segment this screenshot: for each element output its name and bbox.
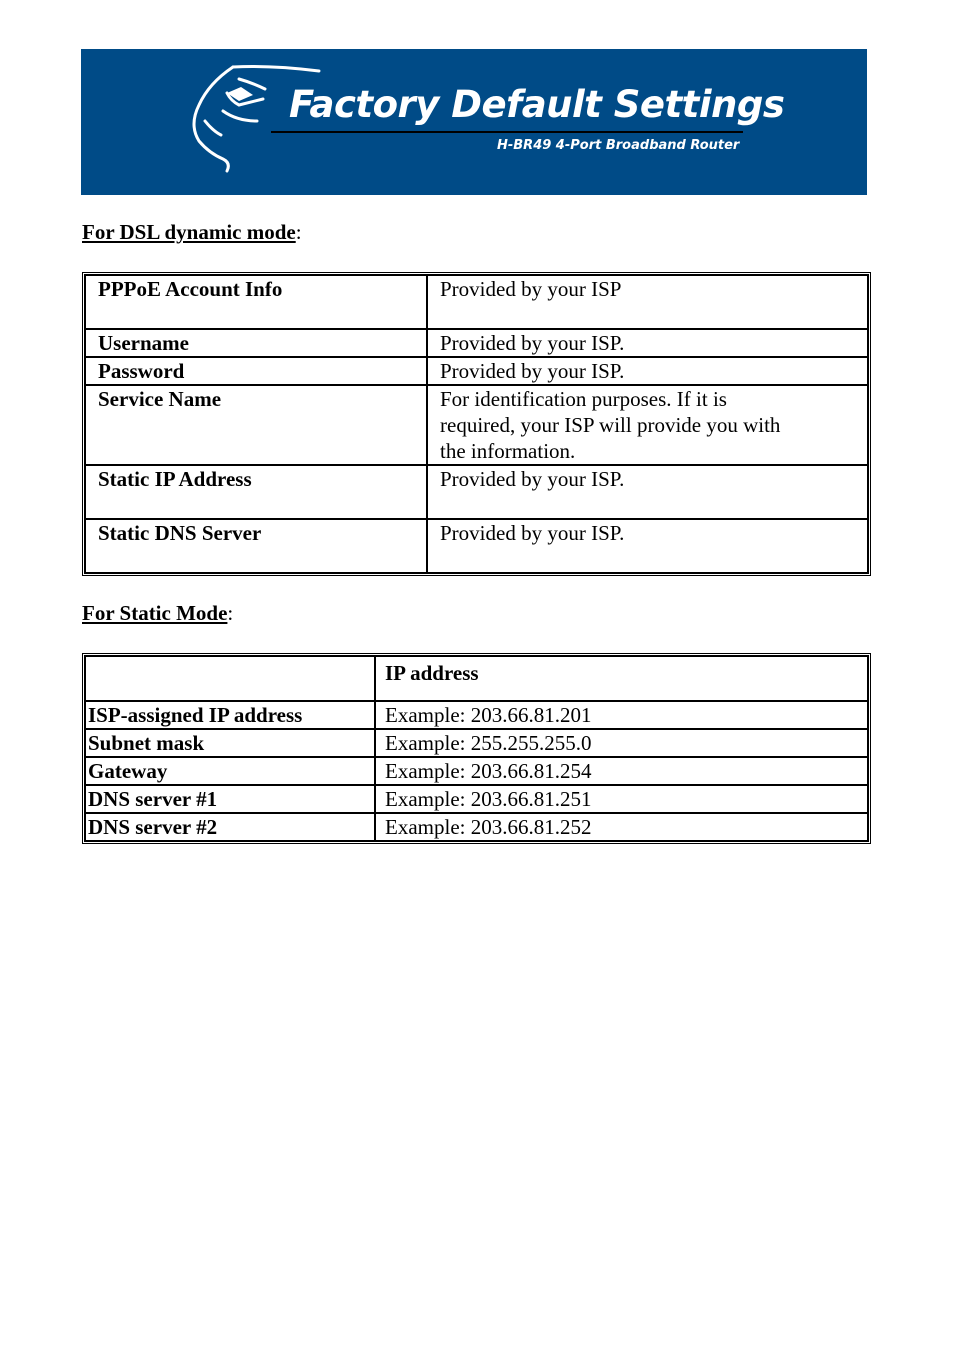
table-row [85,465,868,519]
header-blank-cell [85,656,375,701]
row-value: Example: 203.66.81.252 [375,813,868,841]
row-value: Example: 255.255.255.0 [375,729,868,757]
banner-subtitle: H-BR49 4-Port Broadband Router [497,138,740,153]
column-header: IP address [375,656,868,701]
row-label: DNS server #1 [85,785,375,813]
table-row [85,275,868,329]
row-value: Provided by your ISP. [427,357,868,385]
row-label: PPPoE Account Info [85,275,427,329]
row-label: Service Name [85,385,427,465]
table-row [85,813,868,841]
row-label: ISP-assigned IP address [85,701,375,729]
row-label: Gateway [85,757,375,785]
table-row [85,757,868,785]
static-section-heading [82,601,233,626]
static-heading-suffix: : [227,601,234,625]
table-row [85,729,868,757]
table-row [85,701,868,729]
row-value: Example: 203.66.81.254 [375,757,868,785]
table-row [85,519,868,573]
row-value: Provided by your ISP. [427,519,868,573]
table-row [85,785,868,813]
row-label: Subnet mask [85,729,375,757]
row-value: For identification purposes. If it is required, your ISP will provide you with the information. [427,385,868,465]
dsl-heading-text: For DSL dynamic mode [82,220,296,244]
banner-title: Factory Default Settings [289,83,785,126]
row-label: Password [85,357,427,385]
dsl-heading-suffix: : [295,220,302,244]
row-value: Provided by your ISP [427,275,868,329]
static-heading-text: For Static Mode [82,601,228,625]
table-row [85,385,868,465]
table-row [85,329,868,357]
row-label: DNS server #2 [85,813,375,841]
row-value: Provided by your ISP. [427,329,868,357]
row-label: Static IP Address [85,465,427,519]
banner-divider [271,131,743,133]
row-value: Example: 203.66.81.251 [375,785,868,813]
table-header-row [85,656,868,701]
row-label: Static DNS Server [85,519,427,573]
dsl-settings-table [82,272,871,576]
static-settings-table [82,653,871,844]
row-value: Provided by your ISP. [427,465,868,519]
row-label: Username [85,329,427,357]
table-row [85,357,868,385]
header-banner [81,49,867,195]
dsl-section-heading [82,220,302,245]
row-value: Example: 203.66.81.201 [375,701,868,729]
